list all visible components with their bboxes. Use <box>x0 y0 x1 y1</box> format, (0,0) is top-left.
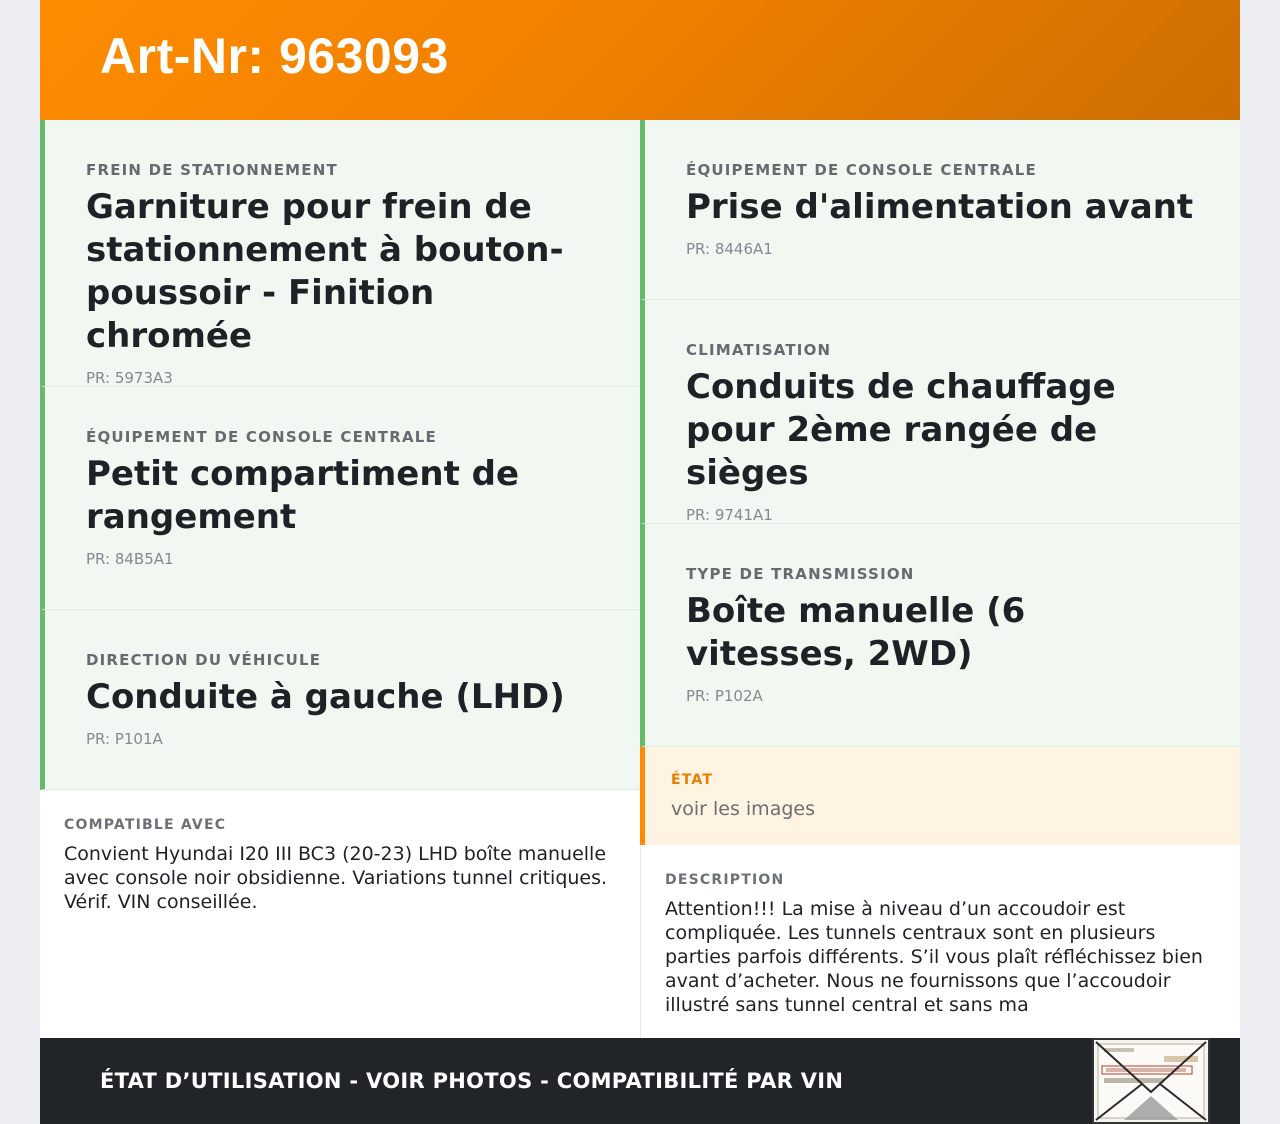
condition-value: voir les images <box>671 798 815 820</box>
article-number-title: Art-Nr: 963093 <box>100 28 449 84</box>
footer-text: ÉTAT D’UTILISATION - VOIR PHOTOS - COMPATIBILITÉ PAR VIN <box>100 1069 844 1093</box>
spec-title: Boîte manuelle (6 vitesses, 2WD) <box>686 591 1026 674</box>
spec-pr-code: PR: 8446A1 <box>686 240 773 258</box>
spec-title: Petit compartiment de rangement <box>86 454 520 537</box>
description-text: Attention!!! La mise à niveau d’un accoudoir est compliquée. Les tunnels centraux sont en plusieurs parties parfois différents. S’il vous plaît réfléchissez bien avant d’acheter. Nous ne fournissons que l’accoudoir illustré sans tunnel central et sans ma <box>665 898 1203 1016</box>
spec-card-storage <box>40 387 640 610</box>
spec-category: ÉQUIPEMENT DE CONSOLE CENTRALE <box>86 428 437 446</box>
spec-card-steering <box>40 610 640 790</box>
spec-title: Garniture pour frein de stationnement à bouton-poussoir - Finition chromée <box>86 187 564 356</box>
spec-card-transmission <box>640 524 1240 747</box>
header-banner <box>40 0 1240 120</box>
spec-pr-code: PR: P102A <box>686 687 763 705</box>
compatibility-section <box>40 790 640 1038</box>
document-photo-icon <box>1092 1038 1210 1124</box>
spec-category: DIRECTION DU VÉHICULE <box>86 651 322 669</box>
spec-category: FREIN DE STATIONNEMENT <box>86 161 338 179</box>
description-label: DESCRIPTION <box>665 872 785 888</box>
spec-card-power-outlet <box>640 120 1240 300</box>
vehicle-document-photo-icon <box>1094 1040 1208 1122</box>
spec-category: CLIMATISATION <box>686 341 832 359</box>
spec-title: Prise d'alimentation avant <box>686 187 1194 227</box>
spec-pr-code: PR: P101A <box>86 730 163 748</box>
condition-box <box>640 747 1240 845</box>
spec-pr-code: PR: 84B5A1 <box>86 550 174 568</box>
footer-bar <box>40 1038 1240 1124</box>
description-section <box>640 845 1240 1038</box>
spec-pr-code: PR: 5973A3 <box>86 369 173 387</box>
condition-label: ÉTAT <box>671 772 714 788</box>
spec-card-climate <box>640 300 1240 524</box>
compatibility-text: Convient Hyundai I20 III BC3 (20-23) LHD boîte manuelle avec console noir obsidienne. Variations tunnel critiques. Vérif. VIN conseillée. <box>64 843 608 913</box>
spec-category: TYPE DE TRANSMISSION <box>686 565 915 583</box>
compatibility-label: COMPATIBLE AVEC <box>64 817 227 833</box>
spec-pr-code: PR: 9741A1 <box>686 506 773 524</box>
spec-card-parking-brake <box>40 120 640 387</box>
spec-title: Conduits de chauffage pour 2ème rangée de sièges <box>686 367 1116 493</box>
product-sheet <box>40 0 1240 1124</box>
spec-title: Conduite à gauche (LHD) <box>86 677 565 717</box>
spec-category: ÉQUIPEMENT DE CONSOLE CENTRALE <box>686 161 1037 179</box>
